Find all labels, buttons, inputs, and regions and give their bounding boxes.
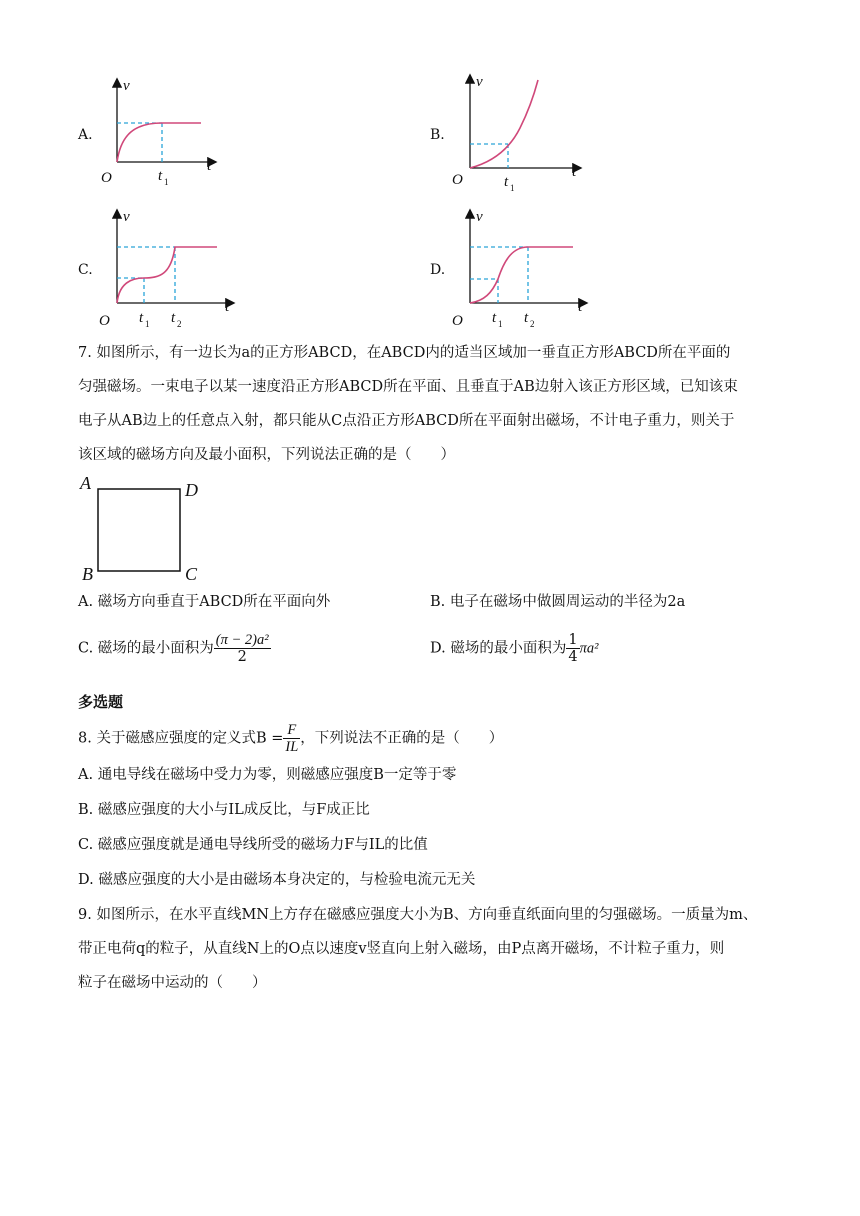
q7-option-d[interactable]: [430, 632, 598, 665]
q7-line2: 匀强磁场。一束电子以某一速度沿正方形ABCD所在平面、且垂直于AB边射入该正方形区域，已知该束: [78, 379, 738, 395]
fraction-numerator: (π − 2)a²: [215, 632, 269, 648]
q8-stem-prefix: 8. 关于磁感应强度的定义式B =: [78, 730, 284, 747]
t2-sub: 2: [177, 319, 182, 329]
q8-option-c[interactable]: C. 磁感应强度就是通电导线所受的磁场力F与IL的比值: [78, 837, 428, 853]
origin-label: O: [452, 313, 463, 329]
option-a-label: A.: [78, 127, 93, 143]
q8-formula-fraction: [283, 722, 300, 755]
option-b-label: B.: [430, 127, 445, 143]
v-label: v: [476, 209, 483, 225]
q9-line3: 粒子在磁场中运动的（ ）: [78, 975, 267, 991]
vt-curve: [470, 247, 573, 303]
v-label: v: [476, 74, 483, 90]
fraction-denominator: 2: [237, 649, 247, 665]
graph-b: [448, 70, 588, 194]
q7-option-d-fraction: [566, 632, 579, 665]
origin-label: O: [101, 170, 112, 186]
q7-line4: 该区域的磁场方向及最小面积，下列说法正确的是（ ）: [78, 447, 455, 463]
fraction-denominator: 4: [568, 649, 578, 665]
vt-curve: [470, 80, 538, 168]
vt-curve: [117, 123, 201, 162]
t1-label: t: [158, 168, 163, 184]
q7-option-c-prefix: C. 磁场的最小面积为: [78, 640, 214, 657]
v-label: v: [123, 209, 130, 225]
q8-option-d[interactable]: D. 磁感应强度的大小是由磁场本身决定的，与检验电流元无关: [78, 872, 476, 888]
t1-sub: 1: [164, 177, 169, 187]
fraction-numerator: 1: [568, 632, 578, 648]
graph-c: [95, 205, 240, 333]
q8-stem-suffix: ，下列说法不正确的是（ ）: [300, 730, 504, 747]
vertex-a: A: [80, 473, 91, 493]
square-abcd-figure: [76, 472, 211, 588]
q9-line2: 带正电荷q的粒子，从直线N上的O点以速度v竖直向上射入磁场，由P点离开磁场，不计粒子重力，则: [78, 941, 725, 957]
v-label: v: [123, 78, 130, 94]
t1-sub: 1: [498, 319, 503, 329]
vertex-b: B: [82, 564, 93, 584]
q7-option-c[interactable]: [78, 632, 271, 665]
q8-stem: [78, 722, 503, 755]
t-label: t: [572, 164, 577, 180]
q7-option-a[interactable]: A. 磁场方向垂直于ABCD所在平面向外: [78, 594, 331, 610]
q9-line1: 9. 如图所示，在水平直线MN上方存在磁感应强度大小为B、方向垂直纸面向里的匀强磁场。一质量为m、: [78, 907, 758, 923]
t1-sub: 1: [510, 183, 515, 193]
vertex-c: C: [185, 564, 198, 584]
origin-label: O: [99, 313, 110, 329]
t-label: t: [207, 158, 212, 174]
t1-label: t: [139, 310, 144, 326]
t2-sub: 2: [530, 319, 535, 329]
q8-option-a[interactable]: A. 通电导线在磁场中受力为零，则磁感应强度B一定等于零: [78, 767, 457, 783]
graph-a: [95, 72, 225, 192]
q8-option-b[interactable]: B. 磁感应强度的大小与IL成反比，与F成正比: [78, 802, 370, 818]
q7-option-d-suffix: πa²: [579, 640, 599, 657]
fraction-numerator: F: [283, 722, 300, 739]
t1-label: t: [492, 310, 497, 326]
t2-label: t: [171, 310, 176, 326]
section-title: 多选题: [78, 693, 124, 711]
origin-label: O: [452, 172, 463, 188]
q7-option-c-fraction: [214, 632, 271, 665]
vertex-d: D: [185, 480, 198, 500]
q7-option-b[interactable]: B. 电子在磁场中做圆周运动的半径为2a: [430, 594, 686, 610]
vt-curve: [117, 247, 217, 303]
option-c-label: C.: [78, 262, 93, 278]
graph-d: [448, 205, 593, 333]
q7-line3: 电子从AB边上的任意点入射，都只能从C点沿正方形ABCD所在平面射出磁场，不计电子重力，则关于: [78, 413, 735, 429]
t-label: t: [578, 299, 583, 315]
option-d-label: D.: [430, 262, 446, 278]
square-abcd: [98, 489, 180, 571]
t2-label: t: [524, 310, 529, 326]
t-label: t: [225, 299, 230, 315]
fraction-denominator: IL: [285, 739, 299, 755]
q7-option-d-prefix: D. 磁场的最小面积为: [430, 640, 567, 657]
t1-label: t: [504, 174, 509, 190]
t1-sub: 1: [145, 319, 150, 329]
q7-line1: 7. 如图所示，有一边长为a的正方形ABCD，在ABCD内的适当区域加一垂直正方形ABCD所在平面的: [78, 345, 731, 361]
